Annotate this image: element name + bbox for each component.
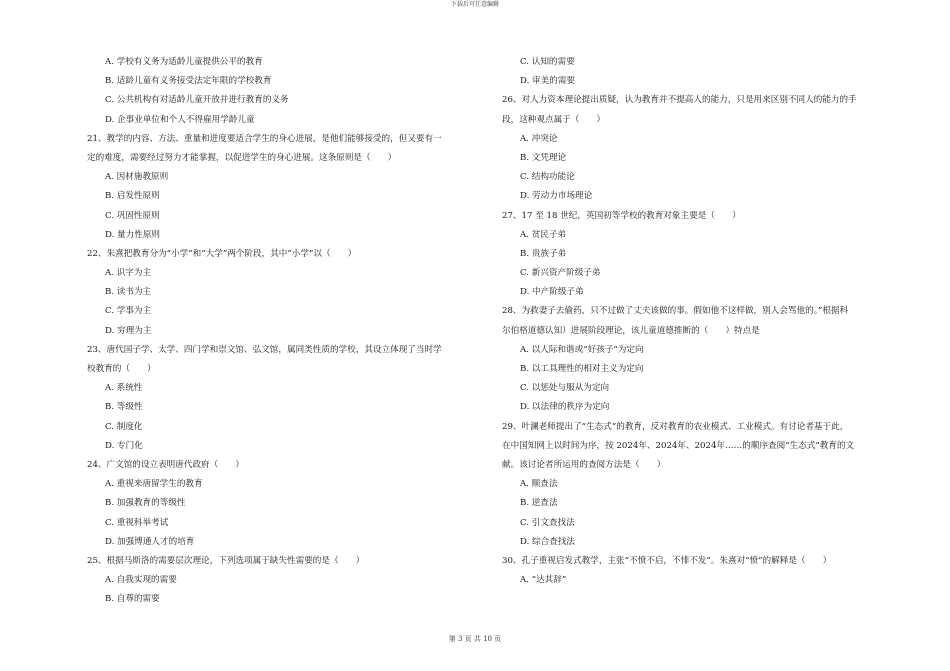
answer-option: B. 读书为主 bbox=[105, 287, 152, 298]
question-text: 23、唐代国子学、太学、四门学和崇文馆、弘文馆，属同类性质的学校，其设立体现了当时学 bbox=[87, 344, 442, 355]
question-text: 尔伯格道德认知）进展阶段理论，该儿童道德推断的（ ）特点是 bbox=[502, 325, 760, 336]
answer-option: A. 贫民子弟 bbox=[520, 229, 567, 240]
answer-option: C. 结构功能论 bbox=[520, 172, 575, 183]
answer-option: D. 劳动力市场理论 bbox=[520, 191, 593, 202]
answer-option: D. 审美的需要 bbox=[520, 76, 576, 87]
answer-option: C. 巩固性原则 bbox=[105, 210, 160, 221]
answer-option: C. 重视科举考试 bbox=[105, 517, 169, 528]
answer-option: A. “达其辞” bbox=[520, 575, 567, 586]
answer-option: B. 等级性 bbox=[105, 402, 143, 413]
answer-option: C. 公共机构有对适龄儿童开放并进行教育的义务 bbox=[105, 95, 289, 106]
question-text: 校教育的（ ） bbox=[87, 364, 156, 374]
answer-option: A. 以人际和谐或“好孩子”为定向 bbox=[520, 344, 644, 355]
right-column bbox=[502, 53, 908, 590]
answer-option: B. 贵族子弟 bbox=[520, 248, 567, 259]
answer-option: B. 加强教育的等级性 bbox=[105, 498, 186, 509]
answer-option: C. 学事为主 bbox=[105, 306, 152, 317]
question-text: 25、根据马斯洛的需要层次理论，下列选项属于缺失性需要的是（ ） bbox=[87, 555, 365, 566]
answer-option: C. 新兴资产阶级子弟 bbox=[520, 268, 601, 279]
answer-option: B. 自尊的需要 bbox=[105, 594, 160, 605]
answer-option: C. 引文查找法 bbox=[520, 517, 575, 528]
left-column bbox=[87, 53, 493, 609]
answer-option: A. 自我实现的需要 bbox=[105, 575, 177, 586]
answer-option: B. 文凭理论 bbox=[520, 152, 567, 163]
answer-option: B. 以工具理性的相对主义为定向 bbox=[520, 364, 644, 374]
answer-option: A. 冲突论 bbox=[520, 133, 558, 144]
page-header: 下载后可任意编辑 bbox=[450, 1, 499, 8]
answer-option: D. 穷理为主 bbox=[105, 325, 152, 336]
question-text: 28、为救妻子去偷药，只不过做了丈夫该做的事。假如他不这样做，别人会骂他的。”根据科 bbox=[502, 306, 849, 317]
question-text: 27、17 至 18 世纪，英国初等学校的教育对象主要是（ ） bbox=[502, 210, 741, 221]
answer-option: D. 专门化 bbox=[105, 440, 143, 451]
answer-option: B. 逆查法 bbox=[520, 498, 558, 509]
page-footer: 第 3 页 共 10 页 bbox=[448, 635, 502, 643]
question-text: 献。该讨论者所运用的查阅方法是（ ） bbox=[502, 459, 666, 470]
answer-option: D. 加强博通人才的培育 bbox=[105, 536, 195, 547]
answer-option: A. 因材施教原则 bbox=[105, 172, 169, 183]
question-text: 22、朱熹把教育分为“小学”和“大学”两个阶段，其中“小学”以（ ） bbox=[87, 248, 357, 259]
answer-option: C. 制度化 bbox=[105, 421, 143, 432]
answer-option: D. 企事业单位和个人不得雇用学龄儿童 bbox=[105, 114, 255, 125]
answer-option: A. 识字为主 bbox=[105, 268, 152, 279]
answer-option: A. 重视来唐留学生的教育 bbox=[105, 479, 203, 490]
answer-option: D. 量力性原则 bbox=[105, 229, 161, 240]
question-text: 29、叶澜老师提出了“生态式”的教育，反对教育的农业模式、工业模式。有讨论者基于此， bbox=[502, 421, 849, 432]
answer-option: D. 综合查找法 bbox=[520, 536, 576, 547]
answer-option: A. 顺查法 bbox=[520, 479, 558, 490]
question-text: 在中国知网上以时间为序，按 2024年、2024年、2024年……的顺序查阅“生态式”教育的文 bbox=[502, 440, 855, 451]
question-text: 26、对人力资本理论提出质疑，认为教育并不提高人的能力，只是用来区别不同人的能力的手 bbox=[502, 95, 857, 106]
answer-option: B. 适龄儿童有义务接受法定年限的学校教育 bbox=[105, 76, 272, 87]
question-text: 21、教学的内容、方法、重量和进度要适合学生的身心进展，是他们能够接受的，但又要有一 bbox=[87, 133, 442, 144]
question-text: 定的难度，需要经过努力才能掌握，以促进学生的身心进展。这条原则是（ ） bbox=[87, 152, 397, 163]
answer-option: B. 启发性原则 bbox=[105, 191, 160, 202]
answer-option: C. 以惩处与服从为定向 bbox=[520, 383, 610, 394]
answer-option: A. 系统性 bbox=[105, 383, 143, 394]
answer-option: D. 以法律的秩序为定向 bbox=[520, 402, 610, 413]
question-text: 24、广文馆的设立表明唐代政府（ ） bbox=[87, 459, 245, 470]
answer-option: C. 认知的需要 bbox=[520, 57, 575, 67]
answer-option: D. 中产阶级子弟 bbox=[520, 287, 584, 298]
question-text: 段，这种观点属于（ ） bbox=[502, 114, 606, 125]
question-text: 30、孔子重视启发式教学，主张“不愤不启，不悱不发”。朱熹对“愤”的解释是（ ） bbox=[502, 555, 832, 566]
answer-option: A. 学校有义务为适龄儿童提供公平的教育 bbox=[105, 57, 263, 67]
